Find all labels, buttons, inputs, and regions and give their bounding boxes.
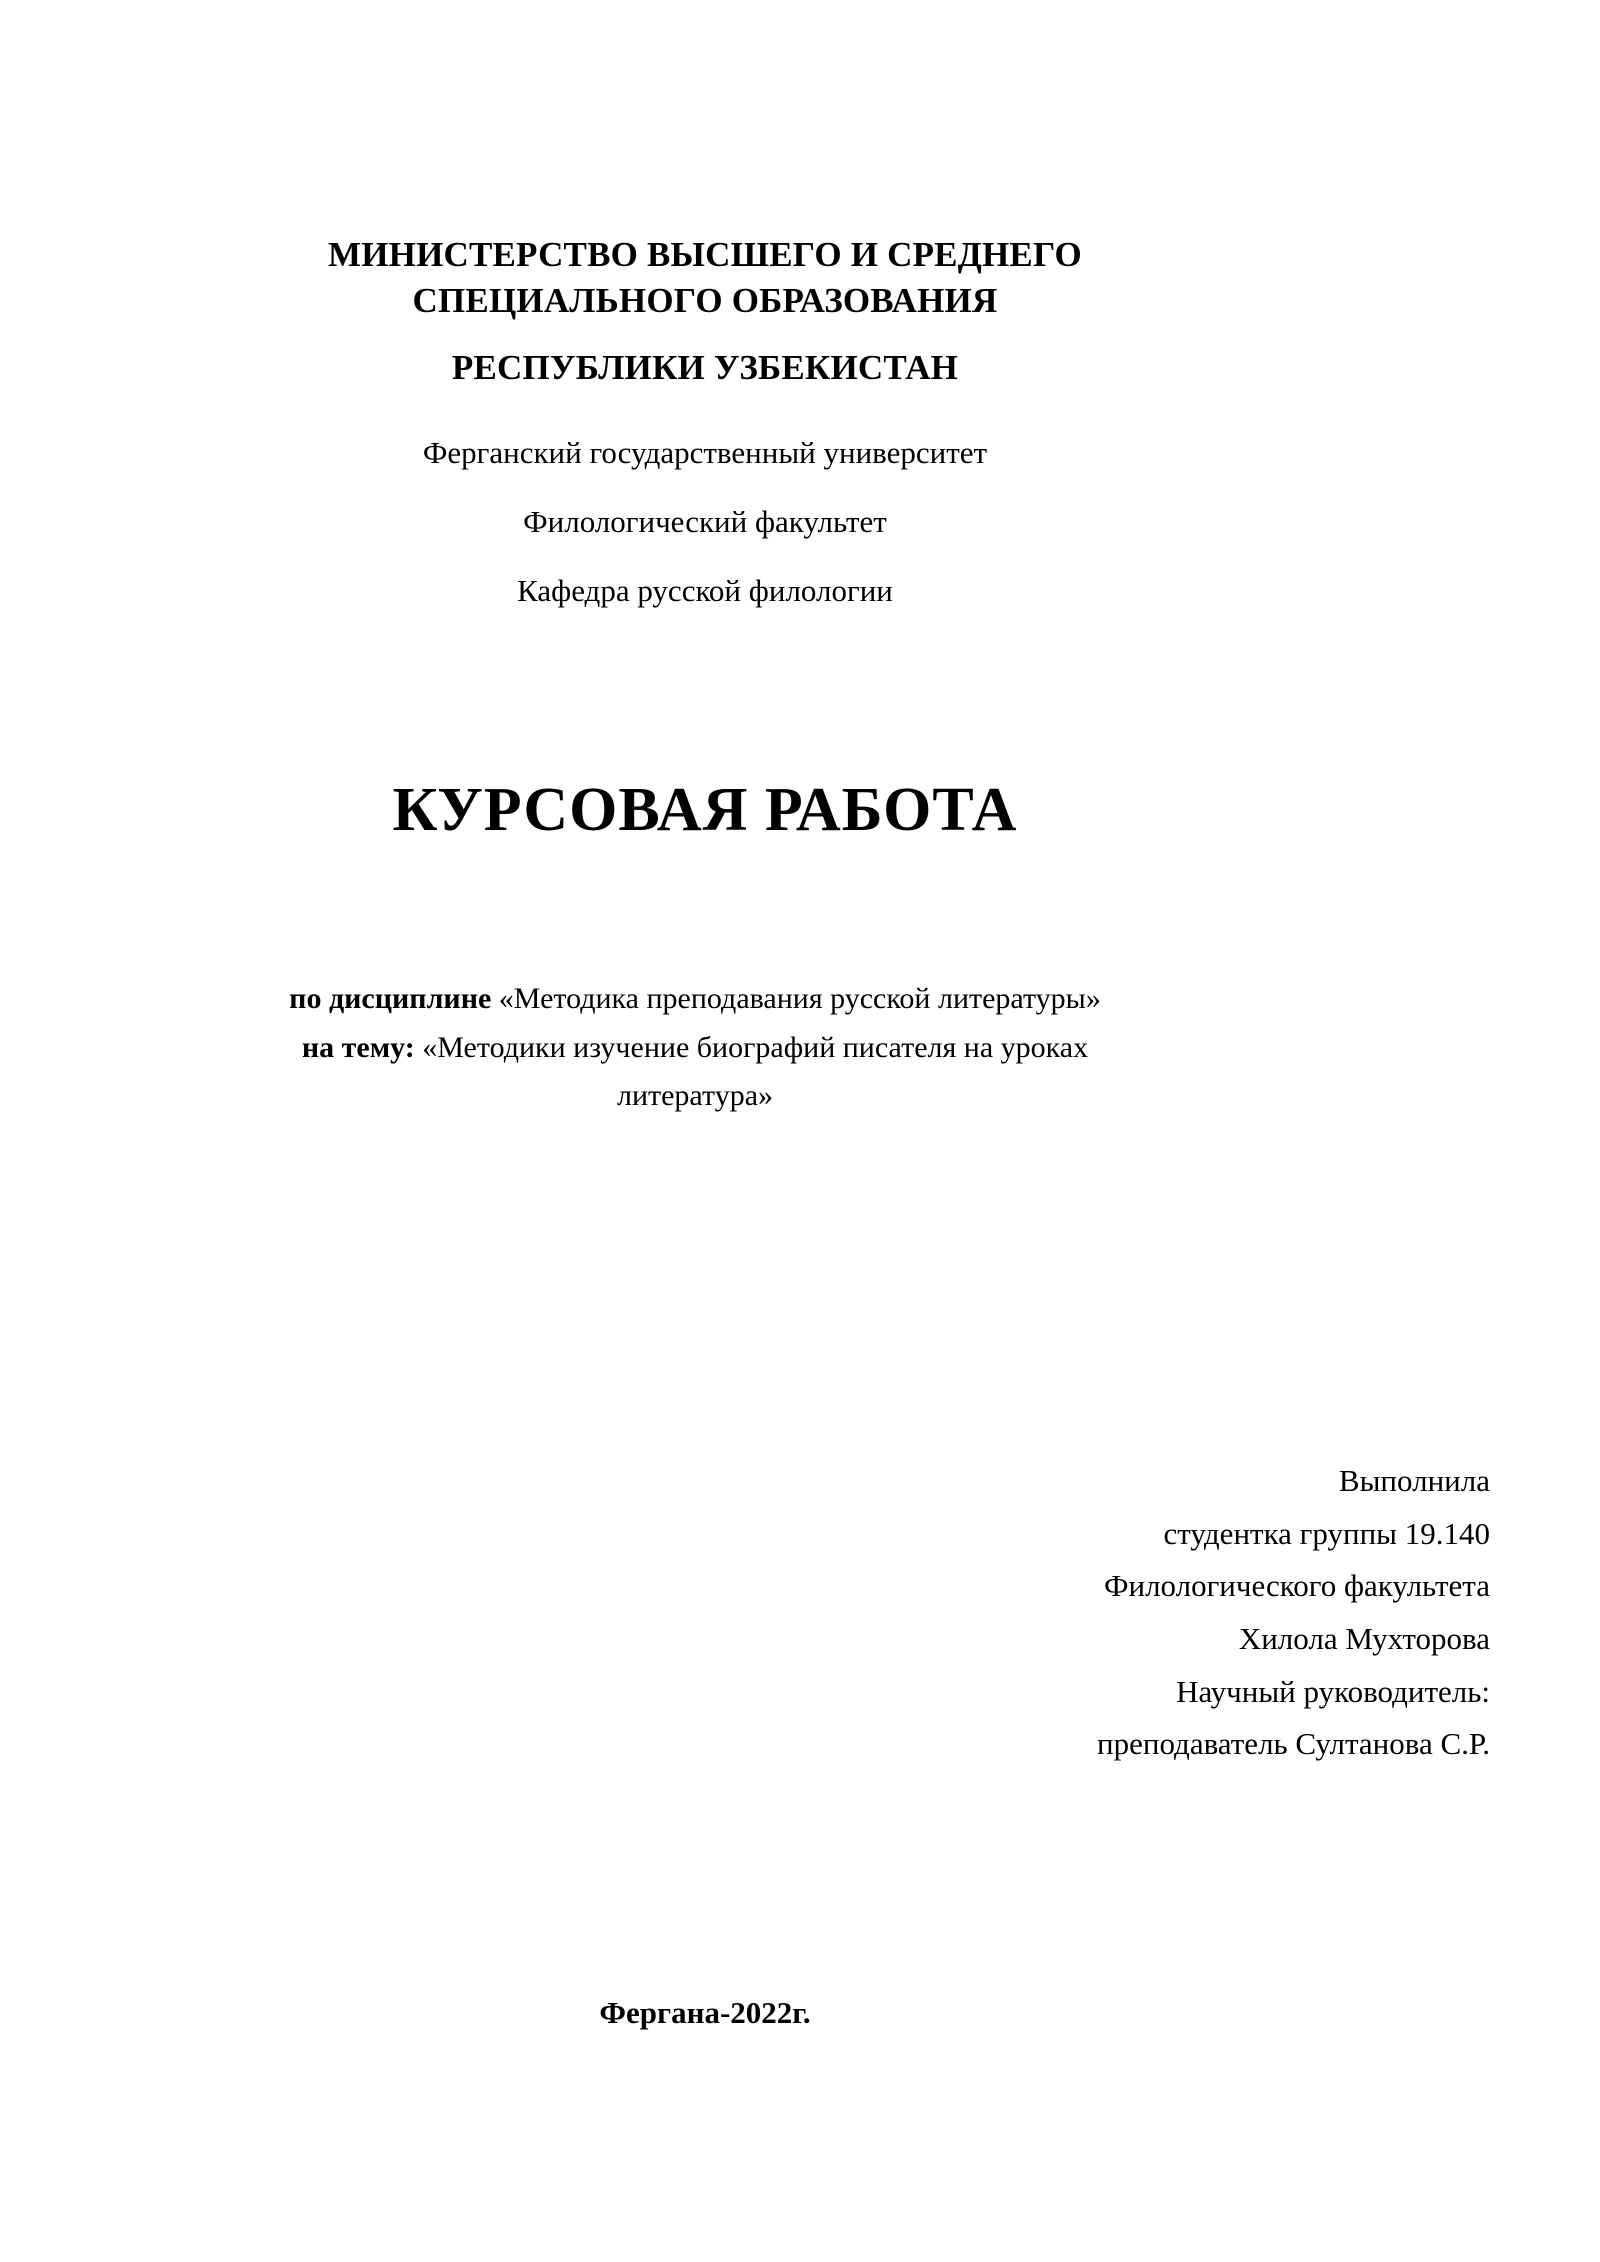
university-name: Ферганский государственный университет xyxy=(422,435,988,470)
supervisor-name: преподаватель Султанова С.Р. xyxy=(1097,1726,1490,1762)
faculty-name: Филологический факультет xyxy=(523,504,887,539)
topic-value-line-2: литература» xyxy=(616,1079,774,1113)
ministry-line-1: МИНИСТЕРСТВО ВЫСШЕГО И СРЕДНЕГО xyxy=(327,235,1082,274)
topic-line xyxy=(110,1024,1280,1073)
discipline-value: «Методика преподавания русской литературы» xyxy=(498,982,1101,1015)
prepared-by-label: Выполнила xyxy=(1338,1463,1490,1498)
subject-block xyxy=(110,975,1280,1121)
city-year-footer: Фергана-2022г. xyxy=(599,1995,811,2030)
supervisor-label: Научный руководитель: xyxy=(1176,1673,1490,1709)
topic-value-line-1: «Методики изучение биографий писателя на уроках xyxy=(422,1030,1089,1064)
topic-line-continued xyxy=(110,1072,1280,1121)
ministry-line-3: РЕСПУБЛИКИ УЗБЕКИСТАН xyxy=(451,348,959,387)
student-group: студентка группы 19.140 xyxy=(1163,1515,1490,1551)
student-name: Хилола Мухторова xyxy=(1238,1621,1490,1657)
topic-label: на тему: xyxy=(301,1030,415,1064)
discipline-line xyxy=(110,975,1280,1024)
ministry-line-2: СПЕЦИАЛЬНОГО ОБРАЗОВАНИЯ xyxy=(412,280,998,320)
department-name: Кафедра русской филологии xyxy=(517,573,893,608)
institution-block xyxy=(190,437,1220,644)
ministry-heading xyxy=(190,232,1220,391)
student-faculty: Филологического факультета xyxy=(1103,1568,1490,1604)
author-block xyxy=(300,1455,1490,1771)
discipline-label: по дисциплине xyxy=(289,982,492,1015)
page-title: КУРСОВАЯ РАБОТА xyxy=(392,776,1018,844)
